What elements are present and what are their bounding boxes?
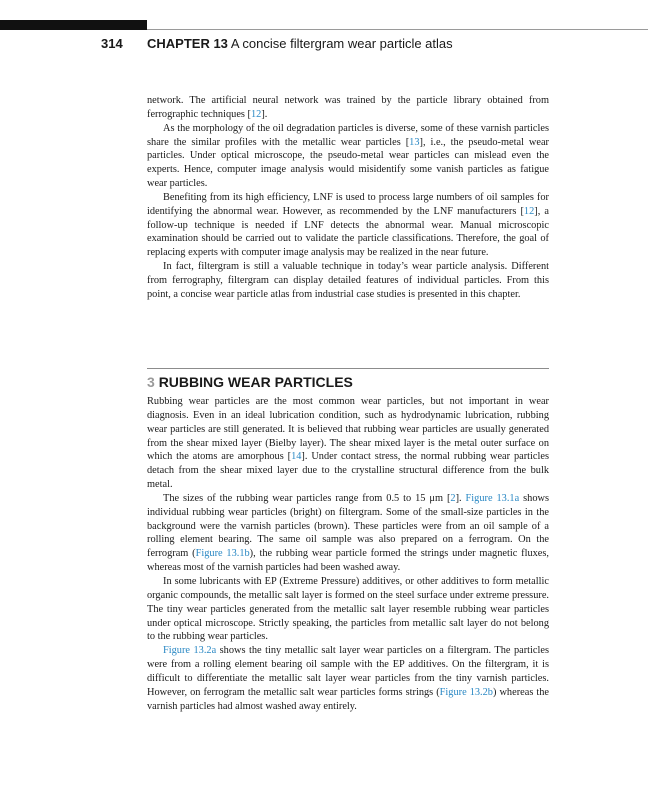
body-text-top — [147, 94, 549, 302]
paragraph: Rubbing wear particles are the most common wear particles, but not important in wear diagnosis. Even in an ideal lubrication condition, such as hydrodynamic lubrication, rubbing wear particles are still generated. It is believed that rubbing wear particles are usually generated from the shear mixed layer (Bielby layer). The shear mixed layer is the metal outer surface on which the atoms are amorphous [14]. Under contact stress, the normal rubbing wear particles detach from the shear mixed layer due to the crystalline structural difference from the bulk metal. — [147, 396, 550, 491]
section-number: 3 — [147, 374, 155, 390]
paragraph: network. The artificial neural network was trained by the particle library obtained from ferrographic techniques [12]. — [147, 95, 549, 120]
paragraph: In fact, filtergram is still a valuable technique in today’s wear particle analysis. Different from ferrography, filtergram can display detailed features of individual particles. From this point, a concise wear particle atlas from industrial case studies is presented in this chapter. — [147, 261, 549, 300]
section-divider — [147, 368, 549, 369]
header-bar — [0, 20, 147, 30]
running-header — [0, 36, 648, 54]
body-text-section — [147, 395, 549, 713]
chapter-title: A concise filtergram wear particle atlas — [230, 36, 453, 51]
figure-link[interactable]: Figure 13.1a — [465, 492, 520, 504]
paragraph: As the morphology of the oil degradation particles is diverse, some of these varnish particles share the similar profiles with the metallic wear particles [13], i.e., the pseudo-metal wear particles. Under optical microscope, the pseudo-metal wear particles can mislead even the experts. Hence, computer image analysis would misidentify some vanish particles as fatigue wear particles. — [147, 122, 549, 190]
figure-link[interactable]: Figure 13.1b — [195, 548, 250, 560]
paragraph: In some lubricants with EP (Extreme Pressure) additives, or other additives to form metallic organic compounds, the metallic salt layer is formed on the steel surface under extreme pressure. The tiny wear particles generated from the metallic salt layer resemble rubbing wear particles under optical microscope. Strictly speaking, the particles from metallic salt layer do not belong to the rubbing wear particles. — [147, 575, 549, 643]
chapter-label: CHAPTER 13 — [147, 36, 228, 51]
figure-link[interactable]: Figure 13.2a — [163, 645, 217, 657]
section-title: RUBBING WEAR PARTICLES — [158, 374, 353, 390]
figure-link[interactable]: Figure 13.2b — [439, 686, 493, 698]
header-rule — [147, 29, 648, 30]
paragraph: Benefiting from its high efficiency, LNF is used to process large numbers of oil samples for identifying the abnormal wear. However, as recommended by the LNF manufacturers [12], a follow-up technique is needed if LNF detects the abnormal wear. Manual microscopic examination should be carried out to validate the particle classifications. Therefore, the goal of replacing experts with computer image analysis may be realized in the near future. — [147, 191, 549, 259]
citation-link[interactable]: 13 — [409, 136, 420, 148]
citation-link[interactable]: 2 — [450, 492, 456, 504]
paragraph: Figure 13.2a shows the tiny metallic salt layer wear particles on a filtergram. The particles were from a rolling element bearing oil sample with the EP additives. On the filtergram, it is difficult to differentiate the metallic salt layer wear particles from the tiny varnish particles. However, on ferrogram the metallic salt wear particles forms strings (Figure 13.2b) whereas the varnish particles had almost washed away entirely. — [147, 645, 550, 712]
chapter-heading — [147, 36, 453, 51]
section-heading — [147, 374, 353, 390]
page-number: 314 — [101, 36, 123, 51]
citation-link[interactable]: 12 — [523, 205, 535, 217]
citation-link[interactable]: 14 — [291, 451, 302, 463]
paragraph: The sizes of the rubbing wear particles range from 0.5 to 15 μm [2]. Figure 13.1a shows individual rubbing wear particles (bright) on filtergram. Some of the small-size particles in the background were the varnish particles (brown). These particles were from an oil sample of a rolling element bearing. The same oil sample was also prepared on a ferrogram. On the ferrogram (Figure 13.1b), the rubbing wear particle formed the strings under magnetic fluxes, whereas most of the varnish particles had been washed away. — [147, 492, 549, 574]
citation-link[interactable]: 12 — [250, 108, 262, 120]
